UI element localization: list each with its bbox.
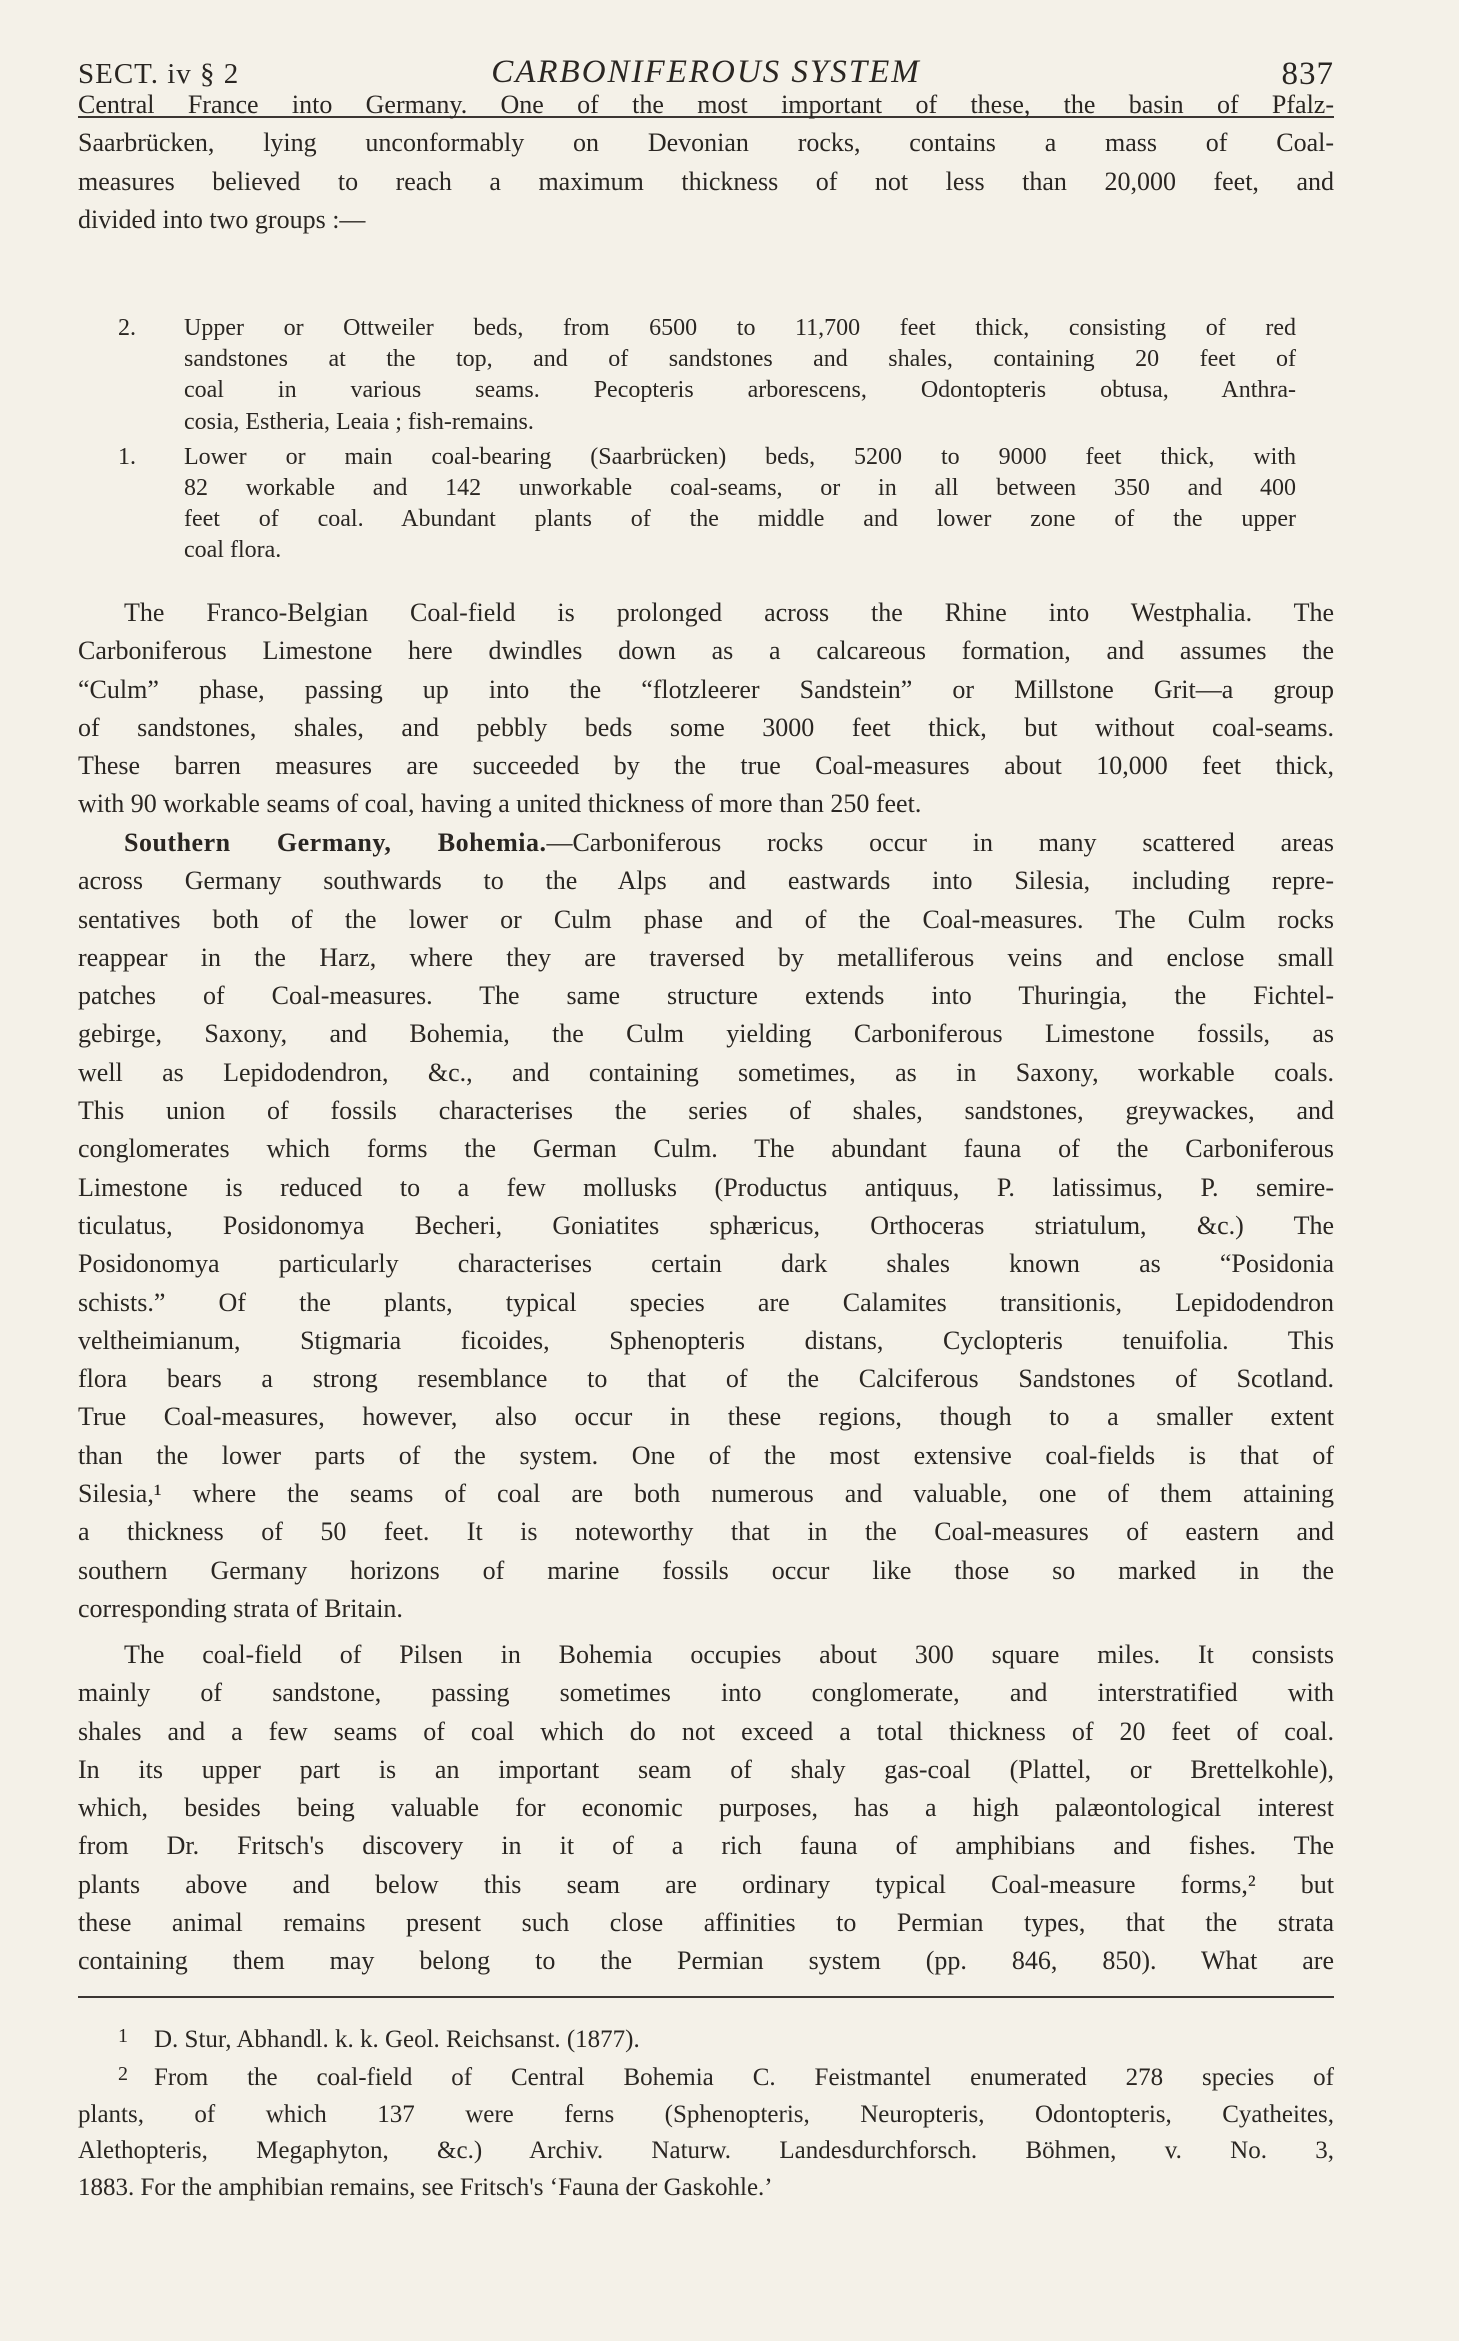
text-line: Silesia,¹ where the seams of coal are both numerous and valuable, one of them attaining (78, 1479, 1334, 1509)
text-line: plants, of which 137 were ferns (Sphenopteris, Neuropteris, Odontopteris, Cyatheites, (78, 2100, 1334, 2128)
text-line: from Dr. Fritsch's discovery in it of a rich fauna of amphibians and fishes. The (78, 1831, 1334, 1861)
text-line: D. Stur, Abhandl. k. k. Geol. Reichsanst. (1877). (154, 2026, 640, 2053)
footnote-marker: 1 (118, 2025, 128, 2047)
section-heading: Southern Germany, Bohemia. (124, 828, 547, 857)
list-item-number: 2. (118, 315, 136, 341)
text-line: southern Germany horizons of marine fossils occur like those so marked in the (78, 1555, 1334, 1585)
footnote-2 (78, 2060, 1334, 2206)
text-line: cosia, Estheria, Leaia ; fish-remains. (184, 408, 534, 435)
text-line: “Culm” phase, passing up into the “flotzleerer Sandstein” or Millstone Grit—a group (78, 674, 1334, 704)
text-line: 1883. For the amphibian remains, see Fritsch's ‘Fauna der Gaskohle.’ (78, 2173, 773, 2201)
footnote-1 (78, 2022, 1334, 2059)
text-line: feet of coal. Abundant plants of the middle and lower zone of the upper (184, 506, 1296, 533)
footnote-rule (78, 1996, 1334, 1998)
text-line: patches of Coal-measures. The same structure extends into Thuringia, the Fichtel- (78, 981, 1334, 1011)
text-line: Carboniferous Limestone here dwindles down as a calcareous formation, and assumes the (78, 636, 1334, 666)
text-line: mainly of sandstone, passing sometimes into conglomerate, and interstratified with (78, 1678, 1334, 1708)
text-line: ticulatus, Posidonomya Becheri, Goniatites sphæricus, Orthoceras striatulum, &c.) The (78, 1210, 1334, 1240)
text-fragment: —Carboniferous rocks occur in many scattered areas (546, 828, 1334, 857)
footnote-marker: 2 (118, 2063, 128, 2085)
text-line: veltheimianum, Stigmaria ficoides, Sphenopteris distans, Cyclopteris tenuifolia. This (78, 1325, 1334, 1355)
text-line: divided into two groups :— (78, 204, 366, 234)
text-line: Central France into Germany. One of the most important of these, the basin of Pfalz- (78, 90, 1334, 119)
text-line: of sandstones, shales, and pebbly beds some 3000 feet thick, but without coal-seams. (78, 712, 1334, 742)
text-line: This union of fossils characterises the series of shales, sandstones, greywackes, and (78, 1096, 1334, 1126)
text-line: shales and a few seams of coal which do not exceed a total thickness of 20 feet of coal. (78, 1716, 1334, 1746)
text-line: reappear in the Harz, where they are traversed by metalliferous veins and enclose small (78, 942, 1334, 972)
text-line: containing them may belong to the Permian system (pp. 846, 850). What are (78, 1946, 1334, 1976)
pilsen-paragraph (78, 1636, 1334, 1981)
text-line: Limestone is reduced to a few mollusks (Productus antiquus, P. latissimus, P. semire- (78, 1172, 1334, 1202)
text-line: sandstones at the top, and of sandstones and shales, containing 20 feet of (184, 346, 1296, 373)
southern-germany-paragraph (78, 824, 1334, 1628)
text-line: across Germany southwards to the Alps and eastwards into Silesia, including repre- (78, 866, 1334, 896)
text-line: than the lower parts of the system. One of the most extensive coal-fields is that of (78, 1440, 1334, 1470)
section-label: SECT. iv § 2 (78, 58, 240, 90)
text-line: 82 workable and 142 unworkable coal-seams, or in all between 350 and 400 (184, 475, 1296, 502)
text-line: Lower or main coal-bearing (Saarbrücken) beds, 5200 to 9000 feet thick, with (184, 443, 1296, 470)
text-line: well as Lepidodendron, &c., and containing sometimes, as in Saxony, workable coals. (78, 1057, 1334, 1087)
text-line: corresponding strata of Britain. (78, 1593, 403, 1623)
text-line: gebirge, Saxony, and Bohemia, the Culm yielding Carboniferous Limestone fossils, as (78, 1019, 1334, 1049)
text-line (78, 824, 1334, 862)
text-line: Alethopteris, Megaphyton, &c.) Archiv. Naturw. Landesdurchforsch. Böhmen, v. No. 3, (78, 2137, 1334, 2164)
text-line: flora bears a strong resemblance to that of the Calciferous Sandstones of Scotland. (78, 1364, 1334, 1394)
text-line: The coal-field of Pilsen in Bohemia occupies about 300 square miles. It consists (124, 1640, 1334, 1669)
text-line: From the coal-field of Central Bohemia C. Feistmantel enumerated 278 species of (154, 2064, 1334, 2091)
text-line: conglomerates which forms the German Culm. The abundant fauna of the Carboniferous (78, 1134, 1334, 1164)
list-item (118, 442, 1296, 567)
intro-paragraph (78, 86, 1334, 239)
text-line: coal in various seams. Pecopteris arborescens, Odontopteris obtusa, Anthra- (184, 377, 1296, 404)
running-title: CARBONIFEROUS SYSTEM (491, 54, 921, 90)
text-line: a thickness of 50 feet. It is noteworthy that in the Coal-measures of eastern and (78, 1517, 1334, 1547)
text-line: these animal remains present such close affinities to Permian types, that the strata (78, 1908, 1334, 1938)
groups-list (118, 313, 1296, 571)
page-number: 837 (1281, 56, 1334, 92)
text-line: Saarbrücken, lying unconformably on Devonian rocks, contains a mass of Coal- (78, 128, 1334, 158)
text-line: True Coal-measures, however, also occur in these regions, though to a smaller extent (78, 1402, 1334, 1432)
text-line: plants above and below this seam are ordinary typical Coal-measure forms,² but (78, 1869, 1334, 1899)
text-line: Upper or Ottweiler beds, from 6500 to 11,700 feet thick, consisting of red (184, 315, 1296, 341)
list-item (118, 313, 1296, 438)
text-line: sentatives both of the lower or Culm phase and of the Coal-measures. The Culm rocks (78, 904, 1334, 934)
text-line: measures believed to reach a maximum thickness of not less than 20,000 feet, and (78, 166, 1334, 196)
text-line: Posidonomya particularly characterises certain dark shales known as “Posidonia (78, 1249, 1334, 1279)
text-line: schists.” Of the plants, typical species are Calamites transitionis, Lepidodendron (78, 1287, 1334, 1317)
text-line: with 90 workable seams of coal, having a united thickness of more than 250 feet. (78, 789, 922, 819)
text-line: These barren measures are succeeded by the true Coal-measures about 10,000 feet thick, (78, 751, 1334, 781)
text-line: coal flora. (184, 537, 282, 564)
text-line: The Franco-Belgian Coal-field is prolonged across the Rhine into Westphalia. The (124, 598, 1334, 627)
text-line: In its upper part is an important seam of shaly gas-coal (Plattel, or Brettelkohle), (78, 1754, 1334, 1784)
franco-belgian-paragraph (78, 594, 1334, 824)
list-item-number: 1. (118, 443, 136, 470)
text-line: which, besides being valuable for economic purposes, has a high palæontological interest (78, 1793, 1334, 1823)
